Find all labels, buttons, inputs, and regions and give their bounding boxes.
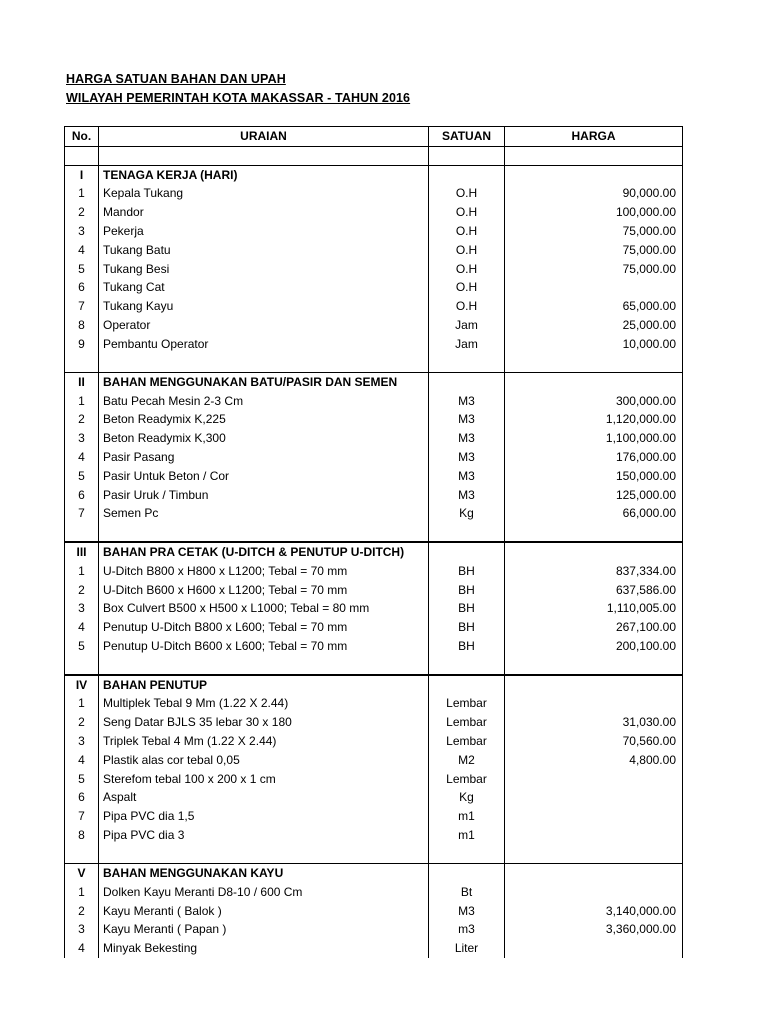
cell-uraian: Pipa PVC dia 1,5 — [99, 807, 429, 826]
cell-harga: 90,000.00 — [505, 184, 683, 203]
cell-no: 6 — [65, 486, 99, 505]
cell-no: I — [65, 165, 99, 184]
cell-uraian: U-Ditch B600 x H600 x L1200; Tebal = 70 mm — [99, 581, 429, 600]
cell-no: 7 — [65, 807, 99, 826]
table-row — [65, 581, 683, 600]
cell-uraian: Semen Pc — [99, 504, 429, 523]
cell-satuan: Lembar — [429, 770, 505, 789]
cell-uraian: Pekerja — [99, 222, 429, 241]
cell-no: 2 — [65, 203, 99, 222]
table-row — [65, 203, 683, 222]
cell-satuan: BH — [429, 581, 505, 600]
cell-uraian: Plastik alas cor tebal 0,05 — [99, 751, 429, 770]
cell-no: 7 — [65, 504, 99, 523]
cell-uraian — [99, 354, 429, 373]
cell-satuan: M3 — [429, 392, 505, 411]
table-row — [65, 297, 683, 316]
column-header-satuan: SATUAN — [429, 127, 505, 147]
cell-harga — [505, 864, 683, 883]
table-row — [65, 504, 683, 523]
cell-harga: 267,100.00 — [505, 618, 683, 637]
cell-no: 6 — [65, 788, 99, 807]
table-row — [65, 694, 683, 713]
column-header-no: No. — [65, 127, 99, 147]
cell-harga: 125,000.00 — [505, 486, 683, 505]
cell-satuan: Liter — [429, 939, 505, 958]
cell-uraian: Pasir Untuk Beton / Cor — [99, 467, 429, 486]
cell-harga — [505, 788, 683, 807]
cell-satuan: M3 — [429, 486, 505, 505]
cell-uraian — [99, 523, 429, 542]
table-row — [65, 599, 683, 618]
cell-uraian: U-Ditch B800 x H800 x L1200; Tebal = 70 mm — [99, 562, 429, 581]
cell-satuan: Lembar — [429, 732, 505, 751]
cell-satuan: m1 — [429, 807, 505, 826]
cell-harga — [505, 656, 683, 675]
cell-satuan: M3 — [429, 410, 505, 429]
cell-uraian: Tukang Kayu — [99, 297, 429, 316]
cell-harga: 1,100,000.00 — [505, 429, 683, 448]
cell-no: 3 — [65, 429, 99, 448]
cell-no: 7 — [65, 297, 99, 316]
cell-harga: 75,000.00 — [505, 222, 683, 241]
cell-satuan: O.H — [429, 278, 505, 297]
table-row — [65, 939, 683, 958]
cell-no: 3 — [65, 599, 99, 618]
cell-uraian: Aspalt — [99, 788, 429, 807]
cell-satuan: Kg — [429, 788, 505, 807]
cell-satuan — [429, 372, 505, 391]
cell-uraian: TENAGA KERJA (HARI) — [99, 165, 429, 184]
cell-satuan: BH — [429, 562, 505, 581]
cell-satuan: M2 — [429, 751, 505, 770]
table-row — [65, 429, 683, 448]
cell-satuan: m3 — [429, 920, 505, 939]
table-row — [65, 902, 683, 921]
table-row — [65, 316, 683, 335]
cell-no: 4 — [65, 618, 99, 637]
cell-satuan — [429, 146, 505, 165]
table-row — [65, 241, 683, 260]
cell-no: IV — [65, 675, 99, 695]
table-row — [65, 222, 683, 241]
cell-no: 9 — [65, 335, 99, 354]
table-row — [65, 278, 683, 297]
cell-uraian: Operator — [99, 316, 429, 335]
cell-no: 1 — [65, 392, 99, 411]
cell-uraian: Triplek Tebal 4 Mm (1.22 X 2.44) — [99, 732, 429, 751]
cell-satuan: M3 — [429, 467, 505, 486]
cell-satuan — [429, 165, 505, 184]
column-header-harga: HARGA — [505, 127, 683, 147]
cell-harga: 75,000.00 — [505, 260, 683, 279]
cell-harga — [505, 165, 683, 184]
cell-harga: 25,000.00 — [505, 316, 683, 335]
cell-harga: 65,000.00 — [505, 297, 683, 316]
cell-harga — [505, 675, 683, 695]
cell-satuan: Lembar — [429, 713, 505, 732]
cell-no: 6 — [65, 278, 99, 297]
cell-harga: 3,140,000.00 — [505, 902, 683, 921]
cell-uraian — [99, 146, 429, 165]
cell-harga — [505, 770, 683, 789]
cell-satuan: M3 — [429, 429, 505, 448]
section-row — [65, 542, 683, 562]
cell-harga — [505, 542, 683, 562]
cell-satuan: O.H — [429, 297, 505, 316]
cell-harga: 70,560.00 — [505, 732, 683, 751]
cell-no: 3 — [65, 732, 99, 751]
cell-satuan: BH — [429, 637, 505, 656]
cell-uraian: Pasir Uruk / Timbun — [99, 486, 429, 505]
cell-satuan: O.H — [429, 260, 505, 279]
table-row — [65, 562, 683, 581]
cell-no: 2 — [65, 581, 99, 600]
cell-uraian: Beton Readymix K,225 — [99, 410, 429, 429]
cell-satuan: O.H — [429, 184, 505, 203]
table-row — [65, 467, 683, 486]
section-row — [65, 864, 683, 883]
cell-harga — [505, 939, 683, 958]
cell-no: 3 — [65, 222, 99, 241]
cell-harga: 1,110,005.00 — [505, 599, 683, 618]
cell-uraian: Sterefom tebal 100 x 200 x 1 cm — [99, 770, 429, 789]
cell-uraian: BAHAN PENUTUP — [99, 675, 429, 695]
cell-no: 5 — [65, 637, 99, 656]
cell-harga — [505, 523, 683, 542]
spacer-row — [65, 656, 683, 675]
cell-satuan: O.H — [429, 203, 505, 222]
cell-satuan: Jam — [429, 316, 505, 335]
cell-harga: 200,100.00 — [505, 637, 683, 656]
table-row — [65, 770, 683, 789]
cell-no: III — [65, 542, 99, 562]
cell-harga — [505, 372, 683, 391]
cell-harga: 4,800.00 — [505, 751, 683, 770]
section-row — [65, 372, 683, 391]
cell-uraian: Multiplek Tebal 9 Mm (1.22 X 2.44) — [99, 694, 429, 713]
spacer-row — [65, 354, 683, 373]
cell-harga: 176,000.00 — [505, 448, 683, 467]
cell-harga: 100,000.00 — [505, 203, 683, 222]
cell-harga — [505, 146, 683, 165]
cell-no: 5 — [65, 770, 99, 789]
cell-uraian: Kayu Meranti ( Papan ) — [99, 920, 429, 939]
table-row — [65, 392, 683, 411]
table-row — [65, 335, 683, 354]
cell-uraian: Kayu Meranti ( Balok ) — [99, 902, 429, 921]
cell-harga — [505, 278, 683, 297]
cell-no: 5 — [65, 467, 99, 486]
cell-harga: 31,030.00 — [505, 713, 683, 732]
cell-uraian: Pasir Pasang — [99, 448, 429, 467]
cell-uraian — [99, 845, 429, 864]
cell-satuan: Bt — [429, 883, 505, 902]
cell-no: 2 — [65, 410, 99, 429]
table-row — [65, 410, 683, 429]
cell-uraian: Tukang Besi — [99, 260, 429, 279]
cell-satuan: M3 — [429, 448, 505, 467]
cell-harga — [505, 826, 683, 845]
cell-harga: 75,000.00 — [505, 241, 683, 260]
cell-no: 1 — [65, 883, 99, 902]
spacer-row — [65, 523, 683, 542]
cell-satuan: O.H — [429, 222, 505, 241]
cell-satuan — [429, 864, 505, 883]
spacer-row — [65, 845, 683, 864]
cell-harga: 637,586.00 — [505, 581, 683, 600]
cell-no: 1 — [65, 694, 99, 713]
cell-no: 1 — [65, 184, 99, 203]
cell-satuan — [429, 542, 505, 562]
cell-harga: 300,000.00 — [505, 392, 683, 411]
cell-harga — [505, 694, 683, 713]
cell-harga: 837,334.00 — [505, 562, 683, 581]
document-title: HARGA SATUAN BAHAN DAN UPAH — [66, 72, 286, 86]
column-header-uraian: URAIAN — [99, 127, 429, 147]
table-row — [65, 260, 683, 279]
cell-uraian: Penutup U-Ditch B800 x L600; Tebal = 70 mm — [99, 618, 429, 637]
cell-no — [65, 146, 99, 165]
table-row — [65, 618, 683, 637]
cell-no: 8 — [65, 826, 99, 845]
table-row — [65, 751, 683, 770]
cell-satuan: Kg — [429, 504, 505, 523]
cell-no: 2 — [65, 713, 99, 732]
cell-satuan: O.H — [429, 241, 505, 260]
section-row — [65, 165, 683, 184]
cell-uraian — [99, 656, 429, 675]
cell-satuan: BH — [429, 618, 505, 637]
table-row — [65, 486, 683, 505]
cell-no — [65, 354, 99, 373]
cell-uraian: BAHAN PRA CETAK (U-DITCH & PENUTUP U-DITCH) — [99, 542, 429, 562]
cell-satuan — [429, 675, 505, 695]
cell-no: 3 — [65, 920, 99, 939]
cell-no: 8 — [65, 316, 99, 335]
cell-harga — [505, 354, 683, 373]
cell-uraian: Mandor — [99, 203, 429, 222]
section-row — [65, 675, 683, 695]
cell-harga: 66,000.00 — [505, 504, 683, 523]
cell-satuan: BH — [429, 599, 505, 618]
cell-uraian: Minyak Bekesting — [99, 939, 429, 958]
cell-harga: 3,360,000.00 — [505, 920, 683, 939]
table-row — [65, 920, 683, 939]
cell-harga — [505, 883, 683, 902]
cell-uraian: Box Culvert B500 x H500 x L1000; Tebal = 80 mm — [99, 599, 429, 618]
cell-no: 4 — [65, 448, 99, 467]
cell-satuan: Lembar — [429, 694, 505, 713]
table-row — [65, 184, 683, 203]
cell-uraian: Tukang Batu — [99, 241, 429, 260]
cell-satuan: M3 — [429, 902, 505, 921]
cell-uraian: Dolken Kayu Meranti D8-10 / 600 Cm — [99, 883, 429, 902]
table-row — [65, 448, 683, 467]
table-row — [65, 826, 683, 845]
cell-no — [65, 523, 99, 542]
cell-uraian: Pembantu Operator — [99, 335, 429, 354]
cell-uraian: Tukang Cat — [99, 278, 429, 297]
cell-satuan — [429, 523, 505, 542]
cell-no — [65, 845, 99, 864]
cell-no: 4 — [65, 241, 99, 260]
cell-no: 4 — [65, 751, 99, 770]
cell-no: 4 — [65, 939, 99, 958]
table-row — [65, 732, 683, 751]
cell-harga: 10,000.00 — [505, 335, 683, 354]
cell-no: 1 — [65, 562, 99, 581]
cell-harga: 1,120,000.00 — [505, 410, 683, 429]
cell-satuan — [429, 354, 505, 373]
cell-satuan — [429, 845, 505, 864]
cell-satuan: Jam — [429, 335, 505, 354]
table-row — [65, 637, 683, 656]
table-row — [65, 807, 683, 826]
table-row — [65, 788, 683, 807]
spacer-row — [65, 146, 683, 165]
cell-uraian: BAHAN MENGGUNAKAN BATU/PASIR DAN SEMEN — [99, 372, 429, 391]
cell-uraian: Pipa PVC dia 3 — [99, 826, 429, 845]
table-row — [65, 713, 683, 732]
document-subtitle: WILAYAH PEMERINTAH KOTA MAKASSAR - TAHUN 2016 — [66, 91, 411, 105]
cell-no: 2 — [65, 902, 99, 921]
cell-no: V — [65, 864, 99, 883]
table-row — [65, 883, 683, 902]
cell-uraian: BAHAN MENGGUNAKAN KAYU — [99, 864, 429, 883]
cell-no: II — [65, 372, 99, 391]
cell-uraian: Seng Datar BJLS 35 lebar 30 x 180 — [99, 713, 429, 732]
cell-uraian: Kepala Tukang — [99, 184, 429, 203]
table-header-row — [65, 127, 683, 147]
cell-uraian: Penutup U-Ditch B600 x L600; Tebal = 70 mm — [99, 637, 429, 656]
cell-uraian: Batu Pecah Mesin 2-3 Cm — [99, 392, 429, 411]
cell-satuan: m1 — [429, 826, 505, 845]
cell-satuan — [429, 656, 505, 675]
cell-no: 5 — [65, 260, 99, 279]
cell-no — [65, 656, 99, 675]
price-table — [64, 126, 683, 958]
cell-harga: 150,000.00 — [505, 467, 683, 486]
cell-harga — [505, 807, 683, 826]
cell-uraian: Beton Readymix K,300 — [99, 429, 429, 448]
cell-harga — [505, 845, 683, 864]
